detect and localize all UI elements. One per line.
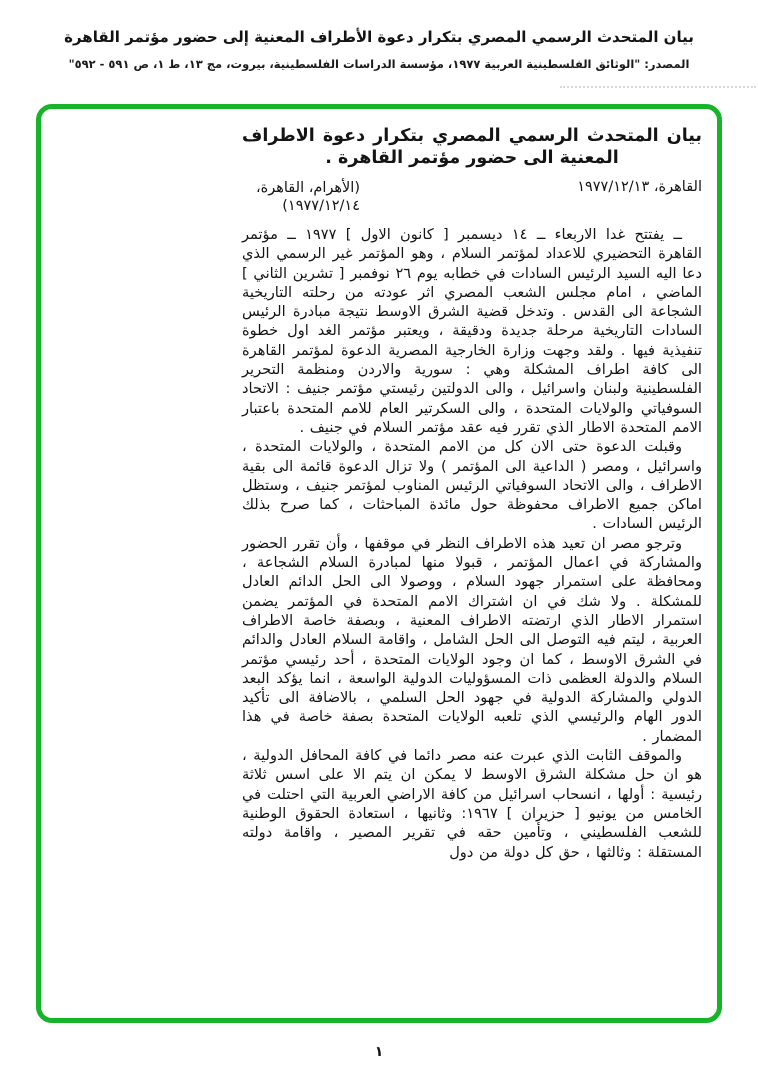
document-paragraph: وترجو مصر ان تعيد هذه الاطراف النظر في موقفها ، وأن تقرر الحضور والمشاركة في اعمال المؤتمر ، قبولا منها لمبادرة السلام الشجاعة ، ومحافظة على استمرار جهود السلام ، ووصولا الى الحل الدائم العادل للمشكلة . ولا شك في ان اشتراك الامم المتحدة في المؤتمر يضمن استمرار الاطار الذي ارتضته الاطراف المعنية ، وبصفة خاصة الاطراف العربية ، ليتم فيه التوصل الى الحل الشامل ، واقامة السلام العادل والدائم في الشرق الاوسط ، كما ان وجود الولايات المتحدة ، أحد رئيسي مؤتمر السلام والدولة العظمى ذات المسؤوليات الدولية الواسعة ، انما يؤكد البعد الدولي والمشاركة الدولية في جهود الحل السلمي ، بالاضافة الى تأكيد الدور الهام والرئيسي الذي تلعبه الولايات المتحدة بصفة خاصة في هذا المضمار . <box>242 534 702 745</box>
page-number: ١ <box>374 1044 384 1060</box>
page-header <box>0 26 758 71</box>
document-paragraph: وقبلت الدعوة حتى الان كل من الامم المتحدة ، والولايات المتحدة ، واسرائيل ، ومصر ( الداعية الى المؤتمر ) ولا تزال الدعوة قائمة الى بقية الاطراف ، والى الاتحاد السوفياتي الرئيس المناوب لمؤتمر جنيف ، وستظل اماكن جميع الاطراف محفوظة حول مائدة المباحثات ، كما صرح بذلك الرئيس السادات . <box>242 438 702 533</box>
header-title: بيان المتحدث الرسمي المصري بتكرار دعوة الأطراف المعنية إلى حضور مؤتمر القاهرة <box>64 28 694 46</box>
document-body <box>242 225 702 862</box>
document-dateline <box>242 179 702 215</box>
document-title: بيان المتحدث الرسمي المصري بتكرار دعوة الاطراف المعنية الى حضور مؤتمر القاهرة . <box>242 126 702 168</box>
document-frame <box>36 104 722 1023</box>
scan-artifact-dots <box>560 86 756 88</box>
document-paragraph: ــ يفتتح غدا الاربعاء ــ ١٤ ديسمبر [ كانون الاول ] ١٩٧٧ ــ مؤتمر القاهرة التحضيري للاعداد لمؤتمر السلام ، وهو المؤتمر غير الرسمي الذي دعا اليه السيد الرئيس السادات في خطابه يوم ٢٦ نوفمبر [ تشرين الثاني ] الماضي ، امام مجلس الشعب المصري اثر عودته من رحلته التاريخية الشجاعة الى القدس . وتدخل قضية الشرق الاوسط نتيجة مبادرة الرئيس السادات التاريخية مرحلة جديدة ودقيقة ، ويعتبر مؤتمر الغد اول خطوة تنفيذية فيها . ولقد وجهت وزارة الخارجية المصرية الدعوة لمؤتمر القاهرة الى كافة اطراف المشكلة وهي : سورية والاردن ومنظمة التحرير الفلسطينية ولبنان واسرائيل ، والى الدولتين رئيستي مؤتمر جنيف : الاتحاد السوفياتي والولايات المتحدة ، والى السكرتير العام للامم المتحدة باعتبار الامم المتحدة الاطار الذي تقرر فيه عقد مؤتمر السلام في جنيف . <box>242 226 702 436</box>
document-content <box>242 125 702 862</box>
header-source-citation: المصدر: "الوثائق الفلسطينية العربية ١٩٧٧، مؤسسة الدراسات الفلسطينية، بيروت، مج ١٣، ط ١، ص ٥٩١ - ٥٩٢" <box>68 57 690 71</box>
dateline-place-date: القاهرة، ١٩٧٧/١٢/١٣ <box>577 179 702 195</box>
document-paragraph: والموقف الثابت الذي عبرت عنه مصر دائما في كافة المحافل الدولية ، هو ان حل مشكلة الشرق الاوسط لا يمكن ان يتم الا على اسس ثلاثة رئيسية : أولها ، انسحاب اسرائيل من كافة الاراضي العربية التي احتلت في الخامس من يونيو [ حزيران ] ١٩٦٧: وثانيها ، استعادة الحقوق الوطنية للشعب الفلسطيني ، وتأمين حقه في تقرير المصير ، واقامة دولته المستقلة : وثالثها ، حق كل دولة من دول <box>242 747 702 861</box>
dateline-source-ref: (الأهرام، القاهرة، ١٩٧٧/١٢/١٤) <box>255 180 360 214</box>
